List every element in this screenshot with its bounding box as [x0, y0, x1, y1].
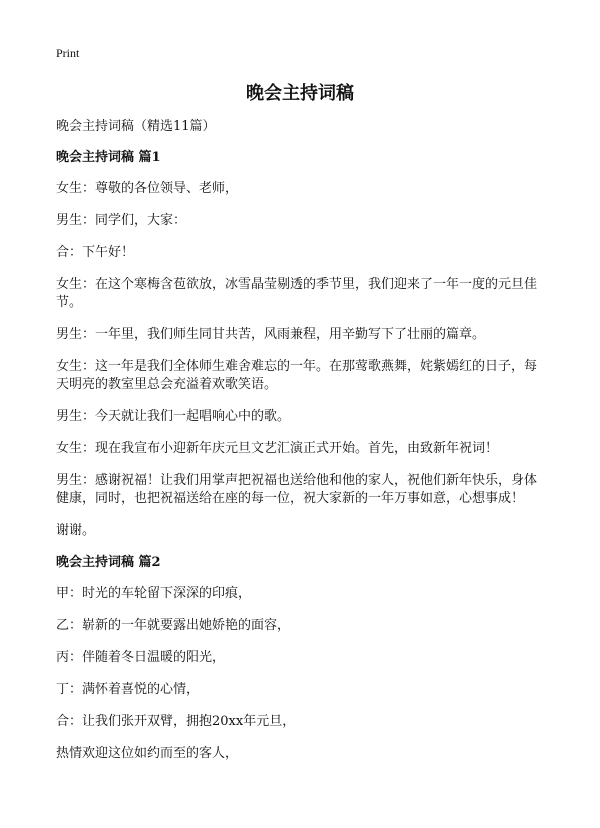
- paragraph: 丁：满怀着喜悦的心情，: [56, 682, 200, 697]
- paragraph: 女生：这一年是我们全体师生难舍难忘的一年。在那莺歌燕舞，姹紫嫣红的日子，每天明亮的教室里总会充溢着欢歌笑语。: [56, 359, 538, 392]
- paragraph: 谢谢。: [56, 523, 96, 538]
- section-2: [56, 554, 548, 763]
- section-heading: 晚会主持词稿 篇1: [56, 150, 161, 165]
- paragraph: 合：让我们张开双臂，拥抱20xx年元旦，: [56, 714, 296, 729]
- paragraph: 丙：伴随着冬日温暖的阳光，: [56, 650, 226, 665]
- paragraph: 女生：尊敬的各位领导、老师，: [56, 181, 239, 196]
- paragraph: 乙：崭新的一年就要露出她娇艳的面容，: [56, 618, 291, 633]
- paragraph: 男生：今天就让我们一起唱响心中的歌。: [56, 409, 291, 424]
- section-heading: 晚会主持词稿 篇2: [56, 555, 161, 570]
- paragraph: 男生：感谢祝福！让我们用掌声把祝福也送给他和他的家人，祝他们新年快乐，身体健康，同时，也把祝福送给在座的每一位，祝大家新的一年万事如意，心想事成！: [56, 473, 538, 506]
- paragraph: 女生：在这个寒梅含苞欲放，冰雪晶莹剔透的季节里，我们迎来了一年一度的元旦佳节。: [56, 277, 538, 310]
- print-link[interactable]: Print: [56, 46, 80, 60]
- paragraph: 男生：一年里，我们师生同甘共苦，风雨兼程，用辛勤写下了壮丽的篇章。: [56, 327, 486, 342]
- paragraph: 热情欢迎这位如约而至的客人，: [56, 746, 239, 761]
- paragraph: 合：下午好！: [56, 245, 135, 260]
- paragraph: 女生：现在我宣布小迎新年庆元旦文艺汇演正式开始。首先，由致新年祝词！: [56, 441, 499, 456]
- section-1: [56, 149, 548, 540]
- paragraph: 甲：时光的车轮留下深深的印痕，: [56, 586, 252, 601]
- document-subtitle: 晚会主持词稿（精选11篇）: [56, 119, 216, 134]
- document-body: [56, 118, 548, 777]
- document-title: 晚会主持词稿: [246, 83, 354, 104]
- paragraph: 男生：同学们，大家：: [56, 213, 187, 228]
